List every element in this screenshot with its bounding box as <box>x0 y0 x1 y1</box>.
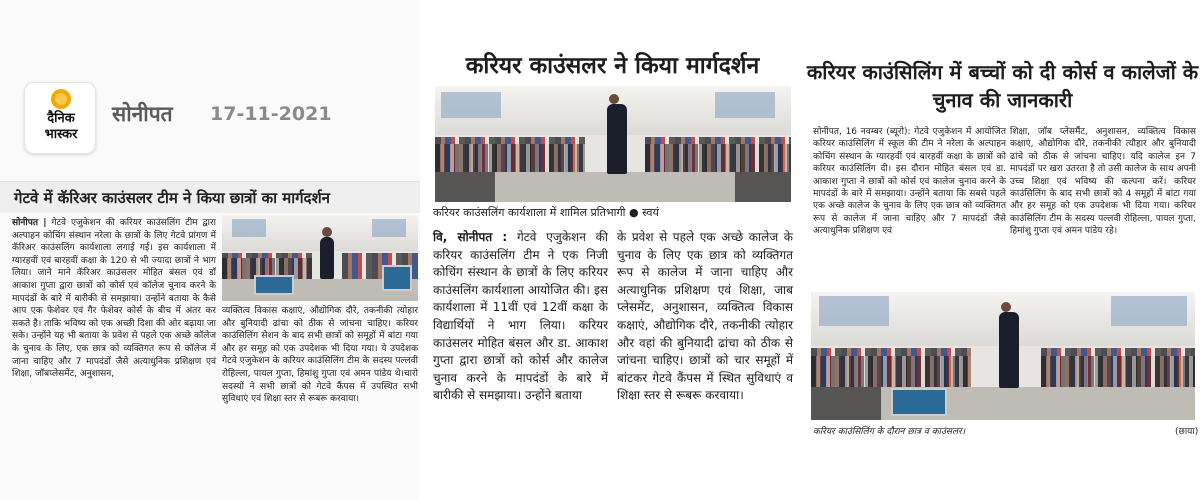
middle-photo-caption: करियर काउंसलिंग कार्यशाला में शामिल प्रतिभागी ● स्वयं <box>433 206 659 219</box>
right-photo-credit: (छाया) <box>1175 427 1199 437</box>
right-headline: करियर काउंसिलिंग में बच्चों को दी कोर्स व कालेजों के चुनाव की जानकारी <box>806 60 1199 112</box>
middle-headline: करियर काउंसलर ने किया मार्गदर्शन <box>465 53 760 79</box>
bhaskar-body-col-1 <box>12 217 216 381</box>
middle-body-col-1 <box>433 229 608 405</box>
middle-dateline: वि, सोनीपत : <box>433 230 508 244</box>
middle-body-text-a: गेटवे एजुकेशन की करियर काउंसलिंग टीम ने एक निजी कोचिंग संस्थान के छात्रों के लिए करियर काउंसलिंग कार्यशाला आयोजित की। इस कार्यशाला में 11वीं एवं 12वीं कक्षा के विद्यार्थियों ने भाग लिया। करियर काउंसलर मोहित बंसल और डा. आकाश गुप्ता द्वारा छात्रों को कोर्स और कालेज चुनाव करने के मापदंडों के बारे में बारीकी से समझाया। उन्होंने बताया <box>433 230 608 403</box>
edition-date: 17-11-2021 <box>210 103 332 125</box>
logo-line-1: दैनिक <box>47 111 75 126</box>
bhaskar-dateline: सोनीपत | <box>12 218 47 228</box>
middle-body-col-2: के प्रवेश से पहले एक अच्छे कालेज के चुनाव के लिए एक छात्र को व्यक्तिगत रूप से कालेज में जाना चाहिए और अत्याधुनिक प्रशिक्षण एवं शिक्षा, जाब प्लेसमेंट, अनुशासन, व्यक्तित्व विकास कक्षाएं, औद्योगिक दौरे, तकनीकी त्योहार और वहां की बुनियादी ढांचा को ठीक से जांचना चाहिए। छात्रों को चार समूहों में बांटकर गेटवे कैंपस में स्थित सुविधाएं व शिक्षा स्तर से रूबरू करवाया। <box>617 230 793 403</box>
bhaskar-body-col-2: व्यक्तित्व विकास कक्षाएं, औद्योगिक दौरे, तकनीकी त्योहार और बुनियादी ढांचा को ठीक से जांचना चाहिए। करियर काउंसिलिंग सेशन के बाद सभी छात्रों को समूहों में बांटा गया और हर समूह को एक उपदेशक भी दिया गया। ये उपदेशक गेटवे एजुकेशन के करियर काउंसिलिंग टीम के सदस्य पल्लवी रोहिल्ला, पायल गुप्ता, हिमांशु गुप्ता एवं अमन पांडेय थे।चारो सदस्यों ने सभी छात्रों को गेटवे कैंपस में उपस्थित सभी सुविधाएं एवं शिक्षा स्तर से रूबरू करवाया। <box>222 306 418 405</box>
logo-line-2: भास्कर <box>44 127 78 142</box>
right-photo <box>811 292 1195 420</box>
right-photo-caption: करियर काउंसिलिंग के दौरान छात्र व काउंसलर। <box>813 427 966 437</box>
right-clipping <box>805 0 1200 500</box>
middle-clipping <box>425 0 800 500</box>
dainik-bhaskar-logo <box>24 82 96 154</box>
sun-logo-icon <box>51 89 71 109</box>
bhaskar-clipping <box>0 0 420 500</box>
middle-photo <box>435 86 791 202</box>
edition-city: सोनीपत <box>112 102 173 126</box>
bhaskar-body-text-a: गेटवे एजुकेशन की करियर काउंसलिंग टीम द्वारा अल्पाहन कोचिंग संस्थान नरेला के छात्रों के लिए गेटवे प्रांगण में कॅरिअर काउंसलिंग कार्यशाला लगाई गई। इस कार्यशाला में ग्यारहवीं एवं बारहवीं कक्षा के 120 से भी ज्यादा छात्रों ने भाग लिया। जाने माने कॅरिअर काउंसलर मोहित बंसल एवं डॉ आकाश गुप्ता द्वारा छात्रों को कोर्स एवं कॉलेज चुनाव करने के मापदंडों के बारे में बारीकी से समझाया। उन्होंने बताया के कैसे आप एक फेशेवर एवं गैर फेशेवर कोर्स के बीच में अंतर कर सकते है। ताकि भविष्य को एक अच्छी दिशा की ओर बढ़ाया जा सके। उन्होंने यह भी बताया के प्रवेश से पहले एक अच्छे कॉलेज के चुनाव के लिए, एक छात्र को व्यक्तिगत रूप से कॉलेज में जाना चाहिए और 7 मापदंडों जैसे अत्याधुनिक प्रशिक्षण एवं शिक्षा, जॉबप्लेसमेंट, अनुशासन, <box>12 218 216 380</box>
right-body-col-2: शिक्षा, जॉब प्लेसमैंट, अनुशासन, व्यक्तित्व विकास कक्षाएं, औद्योगिक दौरे, तकनीकी त्यौहार और बुनियादी ढांचे को ठीक से जांचना चाहिए। यदि कालेज इन 7 मापदंडों पर खरा उतरता है तो उसी कालेज के साथ अपनी उच्च शिक्षा एवं भविष्य की कल्पना करें। करियर काउंसिलिंग के बाद सभी छात्रों को 4 समूहों में बांटा गया और हर समूह को एक उपदेशक भी दिया गया। करियर काउंसिलिंग टीम के सदस्य पल्लवी रोहिल्ला, पायल गुप्ता, हिमांशु गुप्ता एवं अमन पांडेय रहे। <box>1010 127 1196 237</box>
bhaskar-headline: गेटवे में कॅरिअर काउंसलर टीम ने किया छात्रों का मार्गदर्शन <box>0 181 420 213</box>
bhaskar-photo <box>222 215 418 301</box>
right-body-col-1: सोनीपत, 16 नवम्बर (ब्यूरो): गेटवे एजुकेशन में आयोजित करियर काउंसिलिंग में स्कूल की टीम ने नरेला के अल्पाहन कोचिंग संस्थान के ग्यारहवीं एवं बारहवीं कक्षा के छात्रों को करियर काउंसिलिंग दी। इस दौरान मोहित बंसल एवं डा. आकाश गुप्ता ने छात्रों को कोर्स एवं कालेज चुनाव करने के मापदंडों के बारे में समझाया। उन्होंने बताया कि सबसे पहले एक अच्छे कालेज के चुनाव के लिए एक छात्र को व्यक्तिगत रूप से कालेज में जाना चाहिए और 7 मापदंडों जैसे अत्याधुनिक प्रशिक्षण एवं <box>813 127 1006 237</box>
